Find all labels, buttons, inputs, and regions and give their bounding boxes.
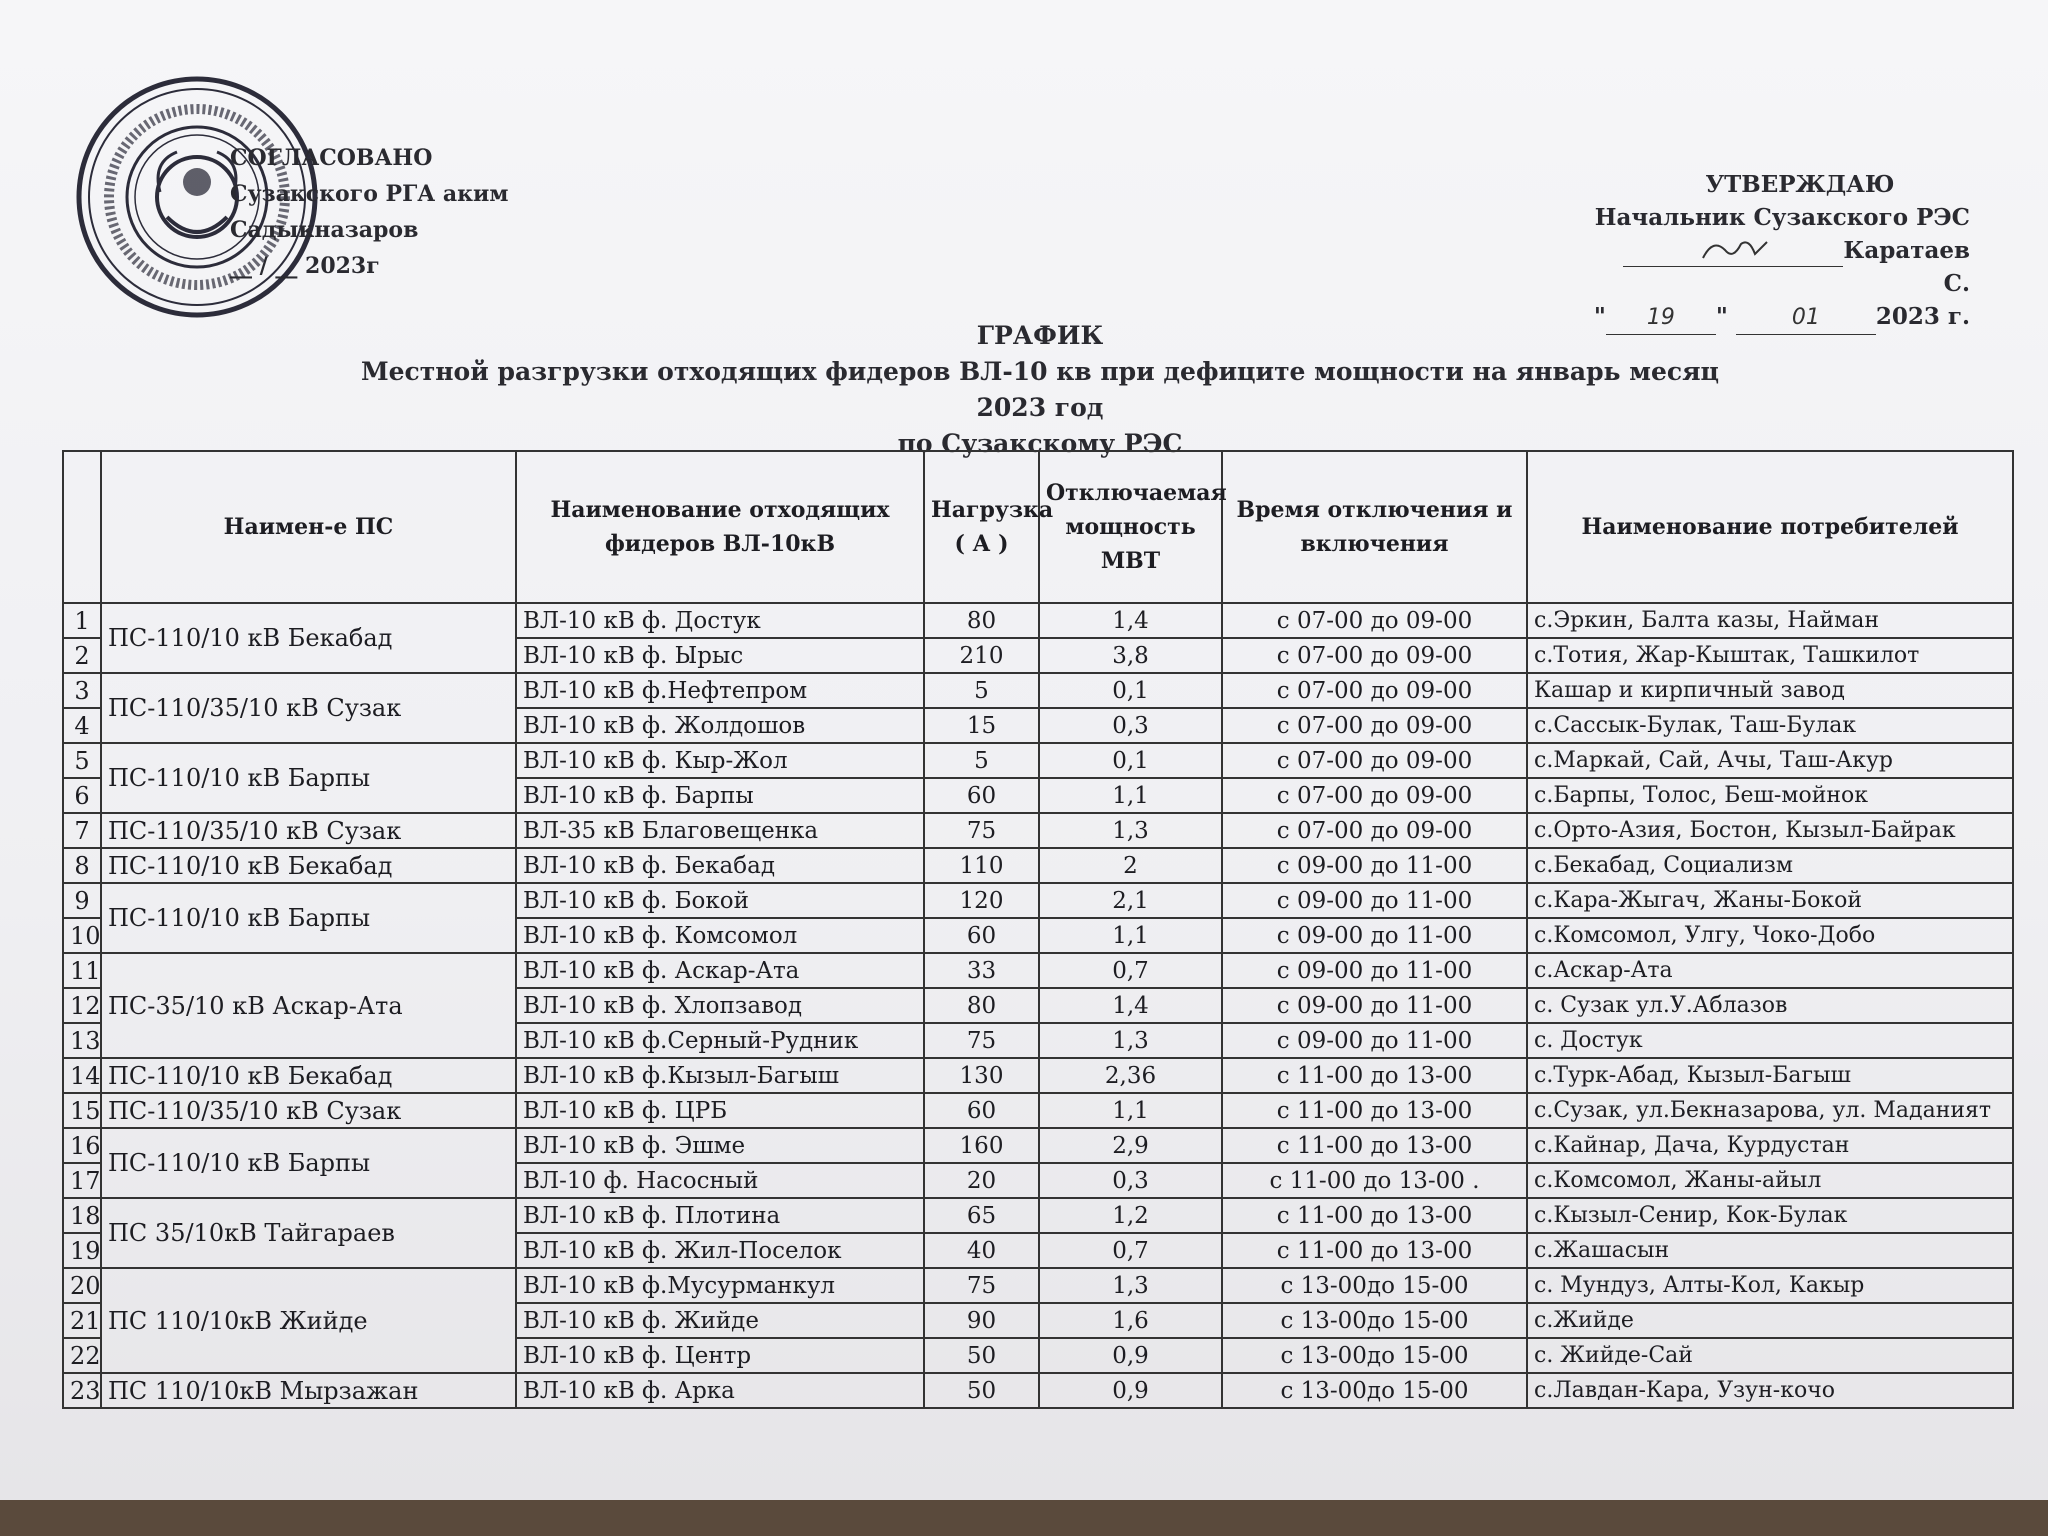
- time-value: с 09-00 до 11-00: [1222, 918, 1527, 953]
- agreed-name: Садыкназаров: [230, 217, 419, 243]
- time-value: с 07-00 до 09-00: [1222, 638, 1527, 673]
- power-value: 1,2: [1039, 1198, 1222, 1233]
- approval-position: Начальник Сузакского РЭС: [1594, 204, 1970, 231]
- header-consumers: Наименование потребителей: [1527, 451, 2013, 603]
- row-num: 8: [63, 848, 101, 883]
- ps-name: ПС-110/35/10 кВ Сузак: [101, 1093, 516, 1128]
- load-value: 40: [924, 1233, 1039, 1268]
- load-value: 33: [924, 953, 1039, 988]
- row-num: 11: [63, 953, 101, 988]
- feeder-name: ВЛ-10 кВ ф. Комсомол: [516, 918, 924, 953]
- header-power: Отключаемая мощность МВТ: [1039, 451, 1222, 603]
- agreed-block: [230, 140, 550, 284]
- feeder-name: ВЛ-10 кВ ф. Достук: [516, 603, 924, 638]
- power-value: 1,3: [1039, 1268, 1222, 1303]
- ps-name: ПС-110/35/10 кВ Сузак: [101, 813, 516, 848]
- load-value: 90: [924, 1303, 1039, 1338]
- power-value: 1,3: [1039, 813, 1222, 848]
- consumers-value: с.Бекабад, Социализм: [1527, 848, 2013, 883]
- consumers-value: с.Турк-Абад, Кызыл-Багыш: [1527, 1058, 2013, 1093]
- row-num: 2: [63, 638, 101, 673]
- consumers-value: с.Сассык-Булак, Таш-Булак: [1527, 708, 2013, 743]
- agreed-position: Сузакского РГА аким: [230, 181, 509, 207]
- consumers-value: с.Жашасын: [1527, 1233, 2013, 1268]
- table-row: [63, 848, 2013, 883]
- consumers-value: с. Сузак ул.У.Аблазов: [1527, 988, 2013, 1023]
- ps-name: ПС 110/10кВ Мырзажан: [101, 1373, 516, 1408]
- row-num: 14: [63, 1058, 101, 1093]
- row-num: 22: [63, 1338, 101, 1373]
- time-value: с 07-00 до 09-00: [1222, 813, 1527, 848]
- feeder-name: ВЛ-10 кВ ф. Бокой: [516, 883, 924, 918]
- feeder-name: ВЛ-10 кВ ф. Жолдошов: [516, 708, 924, 743]
- load-value: 60: [924, 918, 1039, 953]
- load-value: 80: [924, 988, 1039, 1023]
- power-value: 0,9: [1039, 1338, 1222, 1373]
- ps-name: ПС 35/10кВ Тайгараев: [101, 1198, 516, 1268]
- feeder-name: ВЛ-10 кВ ф.Кызыл-Багыш: [516, 1058, 924, 1093]
- time-value: с 09-00 до 11-00: [1222, 988, 1527, 1023]
- agreed-date: __ / __ 2023г: [230, 253, 380, 279]
- approval-block: [1590, 168, 1970, 335]
- table-row: [63, 1128, 2013, 1163]
- consumers-value: с.Эркин, Балта казы, Найман: [1527, 603, 2013, 638]
- power-value: 1,1: [1039, 778, 1222, 813]
- feeder-name: ВЛ-10 кВ ф.Мусурманкул: [516, 1268, 924, 1303]
- power-value: 0,7: [1039, 1233, 1222, 1268]
- feeder-name: ВЛ-10 кВ ф. Эшме: [516, 1128, 924, 1163]
- load-value: 60: [924, 778, 1039, 813]
- ps-name: ПС-110/10 кВ Бекабад: [101, 848, 516, 883]
- consumers-value: с. Мундуз, Алты-Кол, Какыр: [1527, 1268, 2013, 1303]
- row-num: 13: [63, 1023, 101, 1058]
- power-value: 1,3: [1039, 1023, 1222, 1058]
- load-value: 50: [924, 1338, 1039, 1373]
- feeder-name: ВЛ-10 кВ ф. Бекабад: [516, 848, 924, 883]
- row-num: 17: [63, 1163, 101, 1198]
- consumers-value: с.Жийде: [1527, 1303, 2013, 1338]
- power-value: 2,1: [1039, 883, 1222, 918]
- approval-signature-line: [1590, 234, 1970, 300]
- feeder-name: ВЛ-10 кВ ф. Плотина: [516, 1198, 924, 1233]
- consumers-value: с.Тотия, Жар-Кыштак, Ташкилот: [1527, 638, 2013, 673]
- feeder-name: ВЛ-10 кВ ф. Арка: [516, 1373, 924, 1408]
- time-value: с 11-00 до 13-00 .: [1222, 1163, 1527, 1198]
- power-value: 0,3: [1039, 1163, 1222, 1198]
- consumers-value: с.Комсомол, Жаны-айыл: [1527, 1163, 2013, 1198]
- time-value: с 11-00 до 13-00: [1222, 1058, 1527, 1093]
- feeder-name: ВЛ-10 кВ ф. Ырыс: [516, 638, 924, 673]
- power-value: 0,1: [1039, 743, 1222, 778]
- approval-year: 2023 г.: [1875, 303, 1970, 330]
- row-num: 1: [63, 603, 101, 638]
- load-value: 5: [924, 673, 1039, 708]
- load-value: 50: [924, 1373, 1039, 1408]
- power-value: 0,3: [1039, 708, 1222, 743]
- time-value: с 13-00до 15-00: [1222, 1303, 1527, 1338]
- row-num: 21: [63, 1303, 101, 1338]
- load-value: 65: [924, 1198, 1039, 1233]
- load-value: 60: [924, 1093, 1039, 1128]
- table-row: [63, 1058, 2013, 1093]
- row-num: 16: [63, 1128, 101, 1163]
- load-value: 160: [924, 1128, 1039, 1163]
- table-row: [63, 883, 2013, 918]
- row-num: 10: [63, 918, 101, 953]
- power-value: 0,1: [1039, 673, 1222, 708]
- power-value: 2,36: [1039, 1058, 1222, 1093]
- time-value: с 09-00 до 11-00: [1222, 883, 1527, 918]
- handwritten-signature: [1623, 242, 1843, 267]
- power-value: 0,9: [1039, 1373, 1222, 1408]
- table-header-row: [63, 451, 2013, 603]
- feeder-name: ВЛ-10 кВ ф. Барпы: [516, 778, 924, 813]
- consumers-value: с.Кызыл-Сенир, Кок-Булак: [1527, 1198, 2013, 1233]
- heading-region: по Сузакскому РЭС: [897, 429, 1183, 458]
- consumers-value: с.Сузак, ул.Бекназарова, ул. Маданият: [1527, 1093, 2013, 1128]
- feeder-name: ВЛ-10 кВ ф. Кыр-Жол: [516, 743, 924, 778]
- consumers-value: с.Аскар-Ата: [1527, 953, 2013, 988]
- ps-name: ПС-110/10 кВ Бекабад: [101, 603, 516, 673]
- feeder-name: ВЛ-10 кВ ф. Аскар-Ата: [516, 953, 924, 988]
- approval-month: 01: [1736, 301, 1876, 335]
- power-value: 1,4: [1039, 988, 1222, 1023]
- feeder-name: ВЛ-10 кВ ф. Хлопзавод: [516, 988, 924, 1023]
- table-row: [63, 743, 2013, 778]
- ps-name: ПС-35/10 кВ Аскар-Ата: [101, 953, 516, 1058]
- row-num: 23: [63, 1373, 101, 1408]
- consumers-value: с. Достук: [1527, 1023, 2013, 1058]
- load-value: 130: [924, 1058, 1039, 1093]
- power-value: 1,6: [1039, 1303, 1222, 1338]
- time-value: с 09-00 до 11-00: [1222, 848, 1527, 883]
- table-row: [63, 603, 2013, 638]
- time-value: с 13-00до 15-00: [1222, 1268, 1527, 1303]
- time-value: с 07-00 до 09-00: [1222, 603, 1527, 638]
- ps-name: ПС-110/10 кВ Барпы: [101, 1128, 516, 1198]
- load-value: 75: [924, 813, 1039, 848]
- feeder-name: ВЛ-10 кВ ф. Жийде: [516, 1303, 924, 1338]
- load-value: 5: [924, 743, 1039, 778]
- load-value: 20: [924, 1163, 1039, 1198]
- time-value: с 13-00до 15-00: [1222, 1338, 1527, 1373]
- consumers-value: с.Комсомол, Улгу, Чоко-Добо: [1527, 918, 2013, 953]
- header-load: Нагрузка ( А ): [924, 451, 1039, 603]
- row-num: 19: [63, 1233, 101, 1268]
- table-row: [63, 673, 2013, 708]
- power-value: 1,1: [1039, 918, 1222, 953]
- consumers-value: с.Орто-Азия, Бостон, Кызыл-Байрак: [1527, 813, 2013, 848]
- consumers-value: с.Кара-Жыгач, Жаны-Бокой: [1527, 883, 2013, 918]
- consumers-value: с.Лавдан-Кара, Узун-кочо: [1527, 1373, 2013, 1408]
- power-value: 1,4: [1039, 603, 1222, 638]
- load-value: 15: [924, 708, 1039, 743]
- time-value: с 07-00 до 09-00: [1222, 708, 1527, 743]
- feeder-name: ВЛ-10 кВ ф. ЦРБ: [516, 1093, 924, 1128]
- table-row: [63, 1268, 2013, 1303]
- feeder-name: ВЛ-10 кВ ф.Серный-Рудник: [516, 1023, 924, 1058]
- time-value: с 07-00 до 09-00: [1222, 673, 1527, 708]
- time-value: с 07-00 до 09-00: [1222, 778, 1527, 813]
- time-value: с 09-00 до 11-00: [1222, 953, 1527, 988]
- table-row: [63, 813, 2013, 848]
- power-value: 2: [1039, 848, 1222, 883]
- feeder-name: ВЛ-10 ф. Насосный: [516, 1163, 924, 1198]
- heading-title: ГРАФИК: [976, 321, 1104, 350]
- document-heading: [340, 318, 1740, 462]
- load-value: 75: [924, 1023, 1039, 1058]
- consumers-value: с. Жийде-Сай: [1527, 1338, 2013, 1373]
- time-value: с 13-00до 15-00: [1222, 1373, 1527, 1408]
- row-num: 7: [63, 813, 101, 848]
- ps-name: ПС-110/10 кВ Барпы: [101, 883, 516, 953]
- load-value: 75: [924, 1268, 1039, 1303]
- heading-subtitle: Местной разгрузки отходящих фидеров ВЛ-10 кв при дефиците мощности на январь месяц 2023 год: [360, 357, 1720, 422]
- row-num: 18: [63, 1198, 101, 1233]
- feeder-name: ВЛ-10 кВ ф.Нефтепром: [516, 673, 924, 708]
- table-row: [63, 1198, 2013, 1233]
- approval-date: " 19 " 01 2023 г.: [1590, 300, 1970, 335]
- feeder-name: ВЛ-10 кВ ф. Центр: [516, 1338, 924, 1373]
- row-num: 12: [63, 988, 101, 1023]
- ps-name: ПС 110/10кВ Жийде: [101, 1268, 516, 1373]
- approval-name: Каратаев С.: [1843, 237, 1970, 297]
- row-num: 3: [63, 673, 101, 708]
- time-value: с 09-00 до 11-00: [1222, 1023, 1527, 1058]
- consumers-value: Кашар и кирпичный завод: [1527, 673, 2013, 708]
- time-value: с 11-00 до 13-00: [1222, 1128, 1527, 1163]
- time-value: с 07-00 до 09-00: [1222, 743, 1527, 778]
- ps-name: ПС-110/35/10 кВ Сузак: [101, 673, 516, 743]
- time-value: с 11-00 до 13-00: [1222, 1198, 1527, 1233]
- row-num: 15: [63, 1093, 101, 1128]
- table-row: [63, 1093, 2013, 1128]
- row-num: 20: [63, 1268, 101, 1303]
- header-feeder: Наименование отходящих фидеров ВЛ-10кВ: [516, 451, 924, 603]
- load-value: 120: [924, 883, 1039, 918]
- approval-day: 19: [1606, 301, 1716, 335]
- schedule-table: [62, 450, 2014, 1409]
- time-value: с 11-00 до 13-00: [1222, 1093, 1527, 1128]
- ps-name: ПС-110/10 кВ Барпы: [101, 743, 516, 813]
- header-num: [63, 451, 101, 603]
- power-value: 3,8: [1039, 638, 1222, 673]
- feeder-name: ВЛ-10 кВ ф. Жил-Поселок: [516, 1233, 924, 1268]
- consumers-value: с.Барпы, Толос, Беш-мойнок: [1527, 778, 2013, 813]
- power-value: 2,9: [1039, 1128, 1222, 1163]
- power-value: 1,1: [1039, 1093, 1222, 1128]
- consumers-value: с.Маркай, Сай, Ачы, Таш-Акур: [1527, 743, 2013, 778]
- load-value: 210: [924, 638, 1039, 673]
- table-row: [63, 1373, 2013, 1408]
- approval-title: УТВЕРЖДАЮ: [1705, 171, 1895, 198]
- row-num: 6: [63, 778, 101, 813]
- load-value: 110: [924, 848, 1039, 883]
- header-ps: Наимен-е ПС: [101, 451, 516, 603]
- agreed-title: СОГЛАСОВАНО: [230, 145, 433, 171]
- header-time: Время отключения и включения: [1222, 451, 1527, 603]
- consumers-value: с.Кайнар, Дача, Курдустан: [1527, 1128, 2013, 1163]
- table-row: [63, 953, 2013, 988]
- feeder-name: ВЛ-35 кВ Благовещенка: [516, 813, 924, 848]
- time-value: с 11-00 до 13-00: [1222, 1233, 1527, 1268]
- row-num: 4: [63, 708, 101, 743]
- power-value: 0,7: [1039, 953, 1222, 988]
- load-value: 80: [924, 603, 1039, 638]
- row-num: 5: [63, 743, 101, 778]
- ps-name: ПС-110/10 кВ Бекабад: [101, 1058, 516, 1093]
- row-num: 9: [63, 883, 101, 918]
